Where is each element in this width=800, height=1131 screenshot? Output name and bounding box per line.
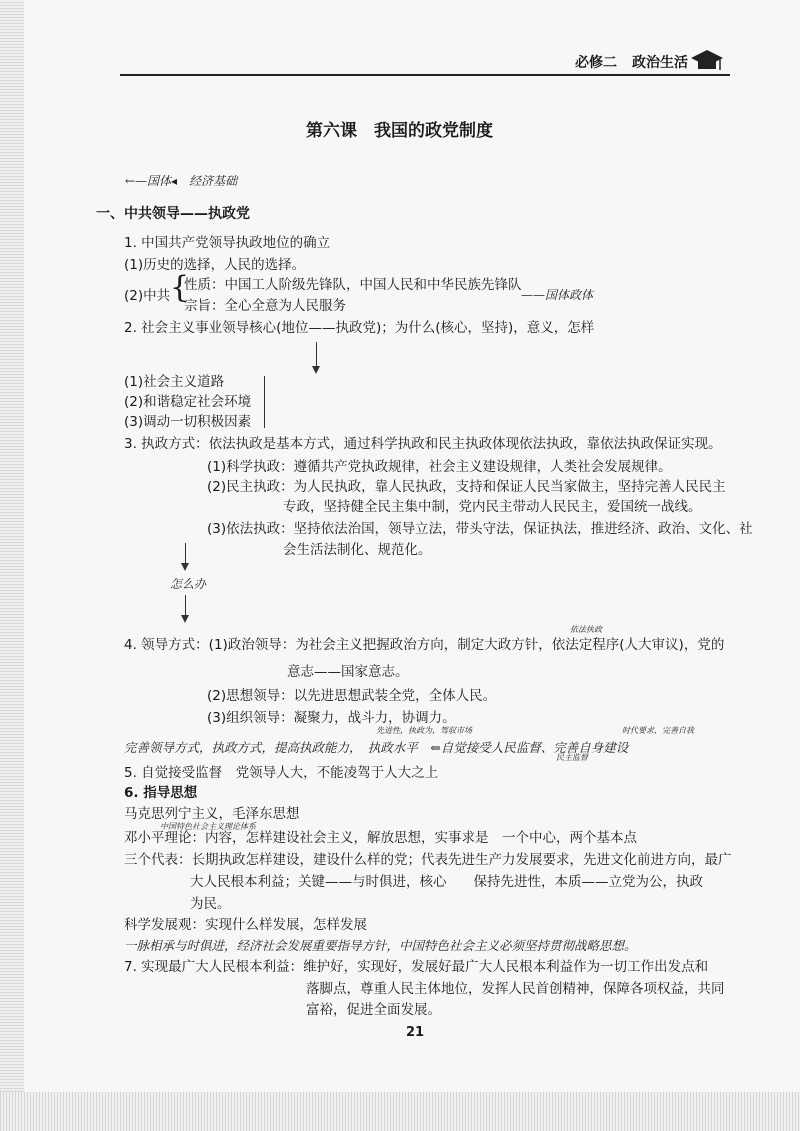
item-3-3: (3)依法执政：坚持依法治国，领导立法，带头守法，保证执法，推进经济、政治、文化、社	[207, 521, 753, 537]
arrow-down-icon	[312, 366, 320, 374]
item-1-heading: 1. 中国共产党领导执政地位的确立	[124, 235, 331, 251]
header-rule	[120, 74, 730, 76]
note-how: 怎么办	[170, 577, 207, 591]
arrow-down-icon	[181, 615, 189, 623]
item-6-3: 三个代表：长期执政怎样建设，建设什么样的党；代表先进生产力发展要求，先进文化前进方向，最广	[124, 852, 732, 868]
brace: {	[170, 270, 190, 305]
item-6-heading: 6. 指导思想	[124, 785, 198, 801]
item-2-heading: 2. 社会主义事业领导核心(地位——执政党)；为什么(核心，坚持)，意义，怎样	[124, 320, 595, 336]
item-1-1: (1)历史的选择，人民的选择。	[124, 257, 306, 273]
item-3-2: (2)民主执政：为人民执政，靠人民执政，支持和保证人民当家做主，坚持完善人民民主	[207, 479, 726, 495]
item-6-2: 邓小平理论：内容，怎样建设社会主义，解放思想，实事求是 一个中心，两个基本点	[124, 830, 637, 846]
item-1-2-label: (2)中共	[124, 288, 171, 304]
bracket-line	[264, 376, 265, 428]
item-3-2-cont: 专政，坚持健全民主集中制，党内民主带动人民民主，爱国统一战线。	[283, 499, 702, 515]
note-guoti: ←—国体◂ 经济基础	[125, 174, 238, 188]
item-6-1: 马克思列宁主义，毛泽东思想	[124, 806, 300, 822]
arrow-line	[316, 342, 317, 368]
item-6-3-cont: 大人民根本利益；关键——与时俱进，核心 保持先进性，本质——立党为公，执政	[190, 874, 703, 890]
arrow-line-3	[185, 595, 186, 617]
section-heading-1: 一、中共领导——执政党	[96, 206, 250, 222]
lesson-title: 第六课 我国的政党制度	[306, 121, 493, 141]
item-7-end: 富裕，促进全面发展。	[306, 1002, 441, 1018]
note-yimai: 一脉相承与时俱进，经济社会发展重要指导方针，中国特色社会主义必须坚持贯彻战略思想。	[124, 938, 637, 953]
header-book: 必修二	[575, 55, 617, 71]
item-4-3: (3)组织领导：凝聚力，战斗力，协调力。	[207, 710, 456, 726]
item-1-2-nature: 性质：中国工人阶级先锋队，中国人民和中华民族先锋队	[184, 277, 522, 293]
note-shidai: 时代要求，完善自我	[622, 726, 694, 735]
arrow-line-2	[185, 543, 186, 565]
item-3-1: (1)科学执政：遵循共产党执政规律，社会主义建设规律，人类社会发展规律。	[207, 459, 672, 475]
item-5-heading: 5. 自觉接受监督 党领导人大，不能凌驾于人大之上	[124, 765, 439, 781]
note-yifa: 依法执政	[570, 625, 602, 634]
item-3-heading: 3. 执政方式：依法执政是基本方式，通过科学执政和民主执政体现依法执政，靠依法执政保证实现。	[124, 436, 722, 452]
note-guoti-zhengti: ——国体政体	[521, 288, 594, 302]
item-2-3: (3)调动一切积极因素	[124, 414, 252, 430]
header-subject: 政治生活	[632, 55, 688, 71]
item-7-heading: 7. 实现最广大人民根本利益：维护好，实现好，发展好最广大人民根本利益作为一切工作出发点和	[124, 959, 709, 975]
item-2-2: (2)和谐稳定社会环境	[124, 394, 252, 410]
item-6-3-end: 为民。	[190, 896, 231, 912]
arrow-down-icon	[181, 563, 189, 571]
item-1-2-purpose: 宗旨：全心全意为人民服务	[184, 298, 346, 314]
item-2-1: (1)社会主义道路	[124, 374, 225, 390]
note-xianjin: 先进性，执政为，驾驭市场	[376, 726, 472, 735]
graduation-cap-icon	[690, 48, 724, 74]
item-6-4: 科学发展观：实现什么样发展，怎样发展	[124, 917, 367, 933]
item-3-3-cont: 会生活法制化、规范化。	[283, 542, 432, 558]
scan-edge-bottom	[0, 1092, 800, 1131]
note-minzhu: 民主监督	[556, 753, 588, 762]
page-number: 21	[406, 1025, 425, 1040]
scan-edge-left	[0, 0, 24, 1131]
item-7-cont: 落脚点，尊重人民主体地位，发挥人民首创精神，保障各项权益，共同	[306, 981, 725, 997]
item-4-2: (2)思想领导：以先进思想武装全党，全体人民。	[207, 688, 497, 704]
item-4-1-cont: 意志——国家意志。	[287, 664, 409, 680]
item-4-heading: 4. 领导方式：(1)政治领导：为社会主义把握政治方向，制定大政方针，依法定程序(人大审议)，党的	[124, 637, 725, 653]
note-wanshan: 完善领导方式，执政方式，提高执政能力， 执政水平 ⇐自觉接受人民监督、完善自身建设	[124, 740, 629, 755]
note-tixi: 中国特色社会主义理论体系	[160, 822, 256, 831]
